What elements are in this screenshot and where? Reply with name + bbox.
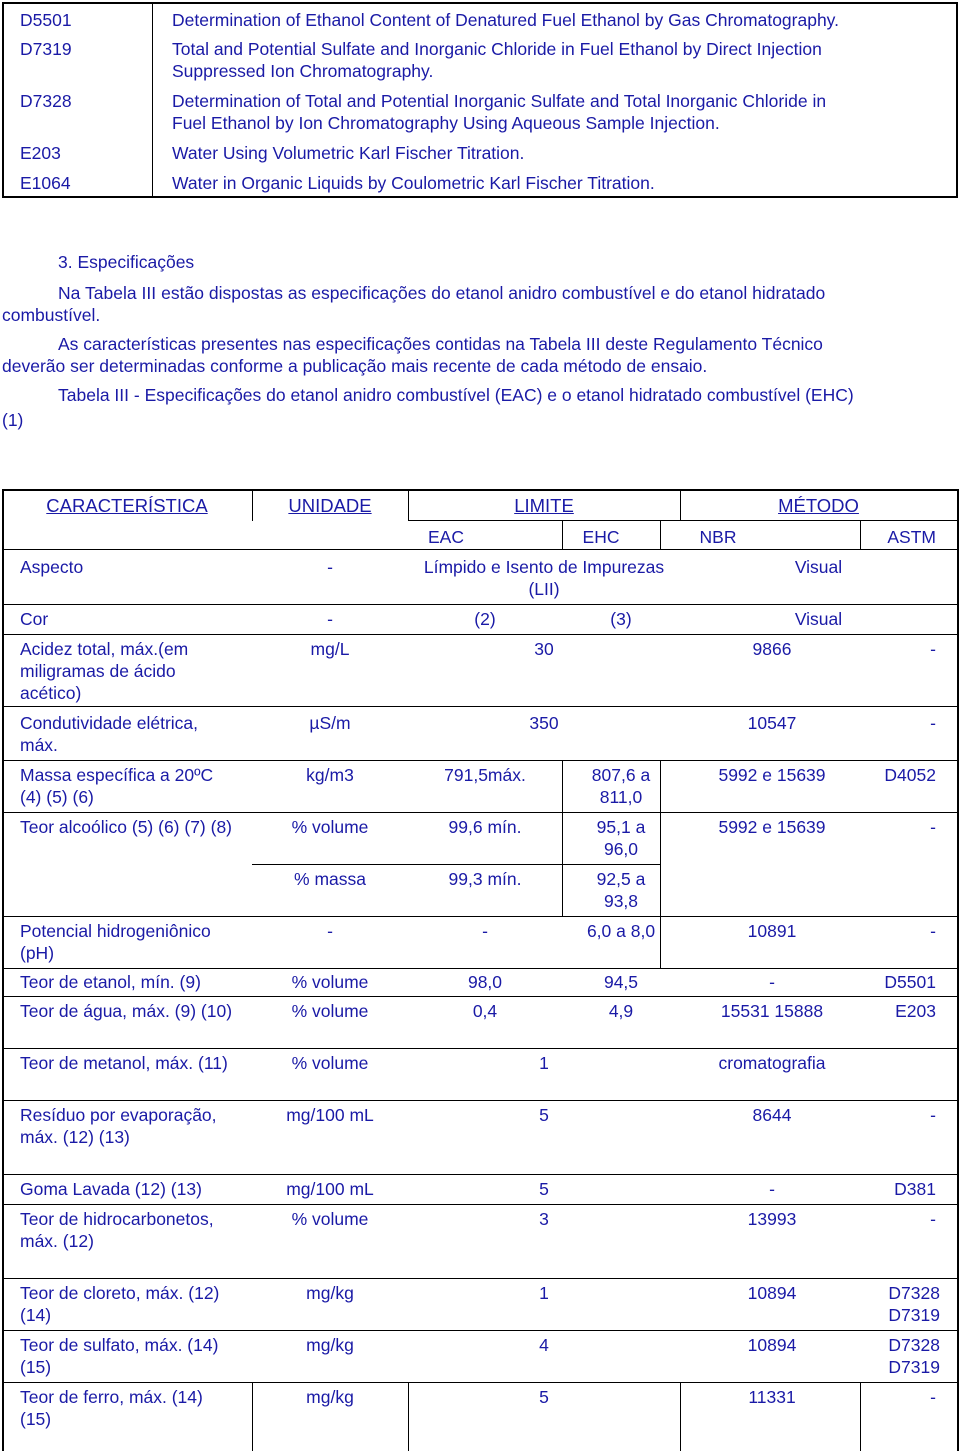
standard-title: Total and Potential Sulfate and Inorganic Chloride in Fuel Ethanol by Direct Injection bbox=[172, 39, 822, 59]
cell-astm: E203 bbox=[895, 1001, 936, 1021]
standard-code: D7319 bbox=[20, 39, 72, 59]
paragraph-line: Na Tabela III estão dispostas as especificações do etanol anidro combustível e do etanol hidratado bbox=[58, 283, 826, 303]
standard-code: D5501 bbox=[20, 10, 72, 30]
cell-nbr: 10547 bbox=[747, 713, 797, 733]
cell-unidade: - bbox=[327, 609, 333, 629]
cell-eac: 99,3 mín. bbox=[448, 869, 522, 889]
row-label-ph: Potencial hidrogeniônico (pH) bbox=[20, 921, 211, 963]
col-header-astm: ASTM bbox=[887, 527, 936, 547]
cell-astm: - bbox=[930, 921, 936, 941]
cell-limite: 5 bbox=[539, 1105, 549, 1125]
standard-code: E1064 bbox=[20, 173, 71, 193]
cell-unidade: - bbox=[327, 921, 333, 941]
cell-unidade: mg/L bbox=[310, 639, 350, 659]
cell-limite: Límpido e Isento de Impurezas (LII) bbox=[423, 557, 665, 599]
cell-ehc: 94,5 bbox=[603, 972, 639, 992]
paragraph-line: As características presentes nas especificações contidas na Tabela III deste Regulamento Técnico bbox=[58, 334, 823, 354]
row-label-aspecto: Aspecto bbox=[20, 557, 84, 577]
cell-metodo: Visual bbox=[794, 557, 843, 577]
standard-code: D7328 bbox=[20, 91, 72, 111]
col-header-eac: EAC bbox=[428, 527, 464, 547]
cell-astm: D5501 bbox=[884, 972, 936, 992]
paragraph-line: combustível. bbox=[2, 305, 101, 325]
cell-nbr: 5992 e 15639 bbox=[718, 765, 826, 785]
cell-eac: 0,4 bbox=[472, 1001, 498, 1021]
cell-astm: D7328 D7319 bbox=[888, 1283, 940, 1325]
cell-astm: D4052 bbox=[884, 765, 936, 785]
col-header-unidade: UNIDADE bbox=[288, 495, 372, 516]
cell-unidade: % volume bbox=[291, 972, 369, 992]
cell-ehc: (3) bbox=[610, 609, 632, 629]
cell-limite: 5 bbox=[539, 1179, 549, 1199]
cell-eac: 791,5máx. bbox=[444, 765, 526, 785]
cell-astm: D381 bbox=[894, 1179, 936, 1199]
cell-astm: D7328 D7319 bbox=[888, 1335, 940, 1377]
cell-limite: 350 bbox=[529, 713, 559, 733]
cell-unidade: mg/kg bbox=[306, 1283, 354, 1303]
cell-unidade: % volume bbox=[291, 817, 369, 837]
row-label-hidrocarbonetos: Teor de hidrocarbonetos, máx. (12) bbox=[20, 1209, 214, 1251]
cell-eac: (2) bbox=[474, 609, 496, 629]
cell-nbr: 8644 bbox=[752, 1105, 792, 1125]
cell-limite: 5 bbox=[539, 1387, 549, 1407]
cell-eac: - bbox=[482, 921, 488, 941]
cell-unidade: % massa bbox=[294, 869, 366, 889]
cell-unidade: - bbox=[327, 557, 333, 577]
row-label-agua: Teor de água, máx. (9) (10) bbox=[20, 1001, 233, 1021]
row-label-cor: Cor bbox=[20, 609, 49, 629]
row-label-cloreto: Teor de cloreto, máx. (12) (14) bbox=[20, 1283, 220, 1325]
cell-eac: 99,6 mín. bbox=[448, 817, 522, 837]
cell-nbr: 13993 bbox=[747, 1209, 797, 1229]
cell-ehc: 92,5 a 93,8 bbox=[596, 869, 646, 911]
col-header-nbr: NBR bbox=[699, 527, 737, 547]
cell-astm: - bbox=[930, 1387, 936, 1407]
cell-unidade: % volume bbox=[291, 1001, 369, 1021]
cell-limite: 30 bbox=[534, 639, 554, 659]
standard-title: Water Using Volumetric Karl Fischer Titration. bbox=[172, 143, 525, 163]
cell-eac: 98,0 bbox=[467, 972, 503, 992]
cell-nbr: 11331 bbox=[748, 1387, 796, 1407]
cell-ehc: 6,0 a 8,0 bbox=[586, 921, 656, 941]
row-label-teor-alcoolico: Teor alcoólico (5) (6) (7) (8) bbox=[20, 817, 232, 837]
table-caption: Tabela III - Especificações do etanol anidro combustível (EAC) e o etanol hidratado combustível (EHC) bbox=[58, 385, 854, 405]
cell-limite: 4 bbox=[539, 1335, 549, 1355]
cell-metodo: cromatografia bbox=[718, 1053, 826, 1073]
cell-limite: 3 bbox=[539, 1209, 549, 1229]
cell-limite: 1 bbox=[539, 1283, 549, 1303]
cell-nbr: 9866 bbox=[752, 639, 792, 659]
cell-ehc: 95,1 a 96,0 bbox=[596, 817, 646, 859]
standard-title: Water in Organic Liquids by Coulometric Karl Fischer Titration. bbox=[172, 173, 655, 193]
row-label-condutividade: Condutividade elétrica, máx. bbox=[20, 713, 199, 755]
cell-nbr: 10894 bbox=[747, 1283, 797, 1303]
cell-limite: 1 bbox=[539, 1053, 549, 1073]
row-label-massa: Massa específica a 20ºC (4) (5) (6) bbox=[20, 765, 214, 807]
col-header-caracteristica: CARACTERÍSTICA bbox=[46, 495, 208, 516]
cell-nbr: 15531 15888 bbox=[720, 1001, 824, 1021]
col-header-ehc: EHC bbox=[582, 527, 620, 547]
cell-unidade: µS/m bbox=[309, 713, 351, 733]
col-header-limite: LIMITE bbox=[514, 495, 574, 516]
cell-astm: - bbox=[930, 1105, 936, 1125]
paragraph-line: deverão ser determinadas conforme a publicação mais recente de cada método de ensaio. bbox=[2, 356, 708, 376]
cell-ehc: 807,6 a 811,0 bbox=[591, 765, 651, 807]
cell-astm: - bbox=[930, 817, 936, 837]
row-label-acidez: Acidez total, máx.(em miligramas de ácido acético) bbox=[20, 639, 189, 703]
standard-title: Determination of Ethanol Content of Denatured Fuel Ethanol by Gas Chromatography. bbox=[172, 10, 839, 30]
row-label-metanol: Teor de metanol, máx. (11) bbox=[20, 1053, 228, 1073]
row-label-goma: Goma Lavada (12) (13) bbox=[20, 1179, 202, 1199]
cell-astm: - bbox=[930, 1209, 936, 1229]
standard-title: Suppressed Ion Chromatography. bbox=[172, 61, 434, 81]
cell-nbr: 10891 bbox=[747, 921, 797, 941]
cell-unidade: % volume bbox=[291, 1209, 369, 1229]
cell-nbr: 10894 bbox=[747, 1335, 797, 1355]
table-caption-footnote: (1) bbox=[2, 410, 24, 430]
standard-title: Fuel Ethanol by Ion Chromatography Using Aqueous Sample Injection. bbox=[172, 113, 720, 133]
row-label-sulfato: Teor de sulfato, máx. (14) (15) bbox=[20, 1335, 219, 1377]
standard-code: E203 bbox=[20, 143, 61, 163]
standard-title: Determination of Total and Potential Inorganic Sulfate and Total Inorganic Chloride in bbox=[172, 91, 827, 111]
row-label-ferro: Teor de ferro, máx. (14) (15) bbox=[20, 1387, 203, 1429]
cell-unidade: % volume bbox=[291, 1053, 369, 1073]
cell-unidade: mg/100 mL bbox=[286, 1105, 374, 1125]
row-label-etanol: Teor de etanol, mín. (9) bbox=[20, 972, 201, 992]
section-heading: 3. Especificações bbox=[58, 252, 195, 272]
cell-astm: - bbox=[930, 639, 936, 659]
cell-nbr: - bbox=[769, 1179, 775, 1199]
row-label-residuo: Resíduo por evaporação, máx. (12) (13) bbox=[20, 1105, 217, 1147]
cell-metodo: Visual bbox=[794, 609, 843, 629]
cell-unidade: mg/kg bbox=[306, 1335, 354, 1355]
cell-unidade: kg/m3 bbox=[306, 765, 354, 785]
cell-unidade: mg/kg bbox=[306, 1387, 354, 1407]
cell-nbr: 5992 e 15639 bbox=[718, 817, 826, 837]
col-header-metodo: MÉTODO bbox=[778, 495, 859, 516]
cell-ehc: 4,9 bbox=[608, 1001, 634, 1021]
cell-nbr: - bbox=[769, 972, 775, 992]
cell-unidade: mg/100 mL bbox=[286, 1179, 374, 1199]
cell-astm: - bbox=[930, 713, 936, 733]
